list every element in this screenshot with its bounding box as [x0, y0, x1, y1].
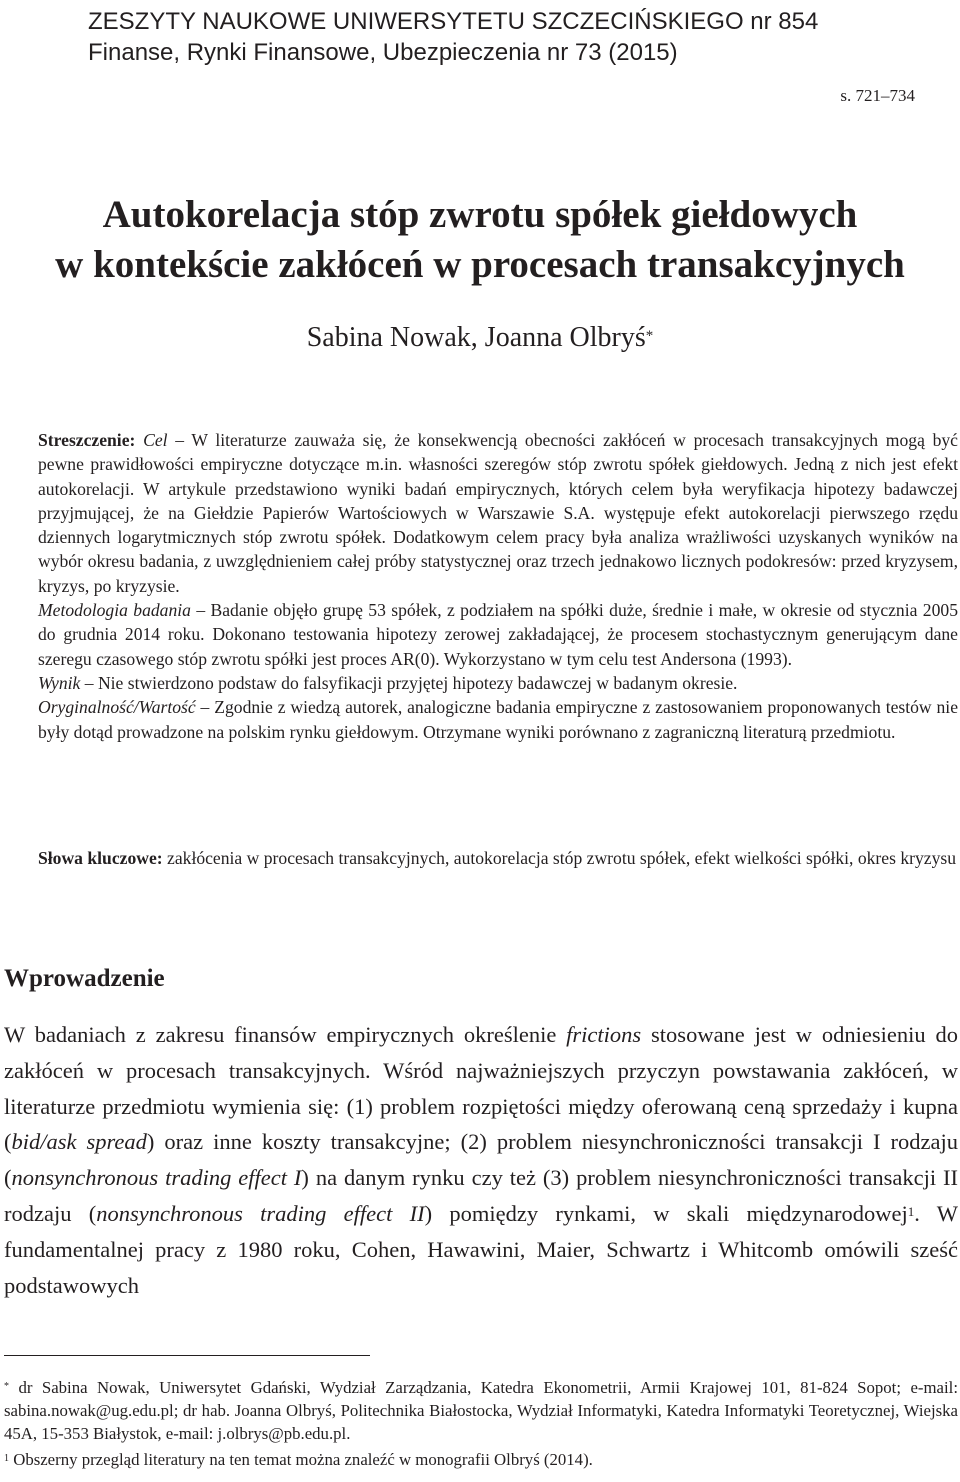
- footnote-marker-asterisk: *: [4, 1381, 9, 1392]
- footnote-marker-1: 1: [4, 1453, 9, 1464]
- result-label: Wynik –: [38, 672, 94, 693]
- result-text: Nie stwierdzono podstaw do falsyfikacji przyjętej hipotezy badawczej w badanym okresie.: [93, 672, 738, 693]
- journal-header: [88, 6, 908, 68]
- footnote-authors: [4, 1376, 958, 1445]
- keywords-label: Słowa kluczowe:: [38, 848, 163, 868]
- author-footnote-marker: *: [645, 328, 654, 344]
- abstract-paragraph-purpose: [38, 428, 958, 598]
- footnote-reference-1: 1: [907, 1203, 915, 1219]
- abstract-paragraph-originality: [38, 695, 958, 744]
- journal-issue-title: Finanse, Rynki Finansowe, Ubezpieczenia nr 73 (2015): [88, 39, 678, 66]
- article-title: [0, 190, 960, 290]
- purpose-label: Cel –: [143, 430, 185, 450]
- footnotes: [4, 1376, 958, 1471]
- footnote-separator: [4, 1355, 370, 1356]
- purpose-text: W literaturze zauważa się, że konsekwencją obecności zakłóceń w procesach transakcyjnych mogą być pewne prawidłowości empiryczne dotyczące m.in. własności szeregów stóp zwrotu spółek giełdowych. Jedną z nich jest efekt autokorelacji. W artykule przedstawiono wyniki badań empirycznych, których celem była weryfikacja hipotezy badawczej przyjmującej, że na Giełdzie Papierów Wartościowych w Warszawie S.A. występuje efekt autokorelacji pierwszego rzędu dziennych logarytmicznych stóp zwrotu spółek. Dodatkowym celem pracy była analiza wrażliwości uzyskanych wyników na wybór okresu badania, z uwzględnieniem całej próby statystycznej oraz trzech jednakowo licznych podokresów: przed kryzysem, kryzys, po kryzysie.: [38, 430, 958, 596]
- intro-text-4: ) na danym rynku czy też (3) problem niesynchroniczności transakcji II rodzaju (: [4, 1165, 958, 1226]
- footnote-1: [4, 1448, 958, 1471]
- abstract: [38, 428, 958, 744]
- intro-term-bid-ask-spread: bid/ask spread: [11, 1129, 147, 1155]
- methodology-label: Metodologia badania –: [38, 600, 206, 621]
- introduction-paragraph: [4, 1017, 958, 1303]
- originality-text: Zgodnie z wiedzą autorek, analogiczne badania empiryczne z zastosowaniem proponowanych testów nie były dotąd prowadzone na polskim rynku giełdowym. Otrzymane wyniki porównano z zagraniczną literaturą przedmiotu.: [38, 697, 958, 742]
- abstract-label: Streszczenie:: [38, 430, 136, 450]
- article-title-line-2: w kontekście zakłóceń w procesach transakcyjnych: [55, 243, 905, 286]
- methodology-text: Badanie objęło grupę 53 spółek, z podziałem na spółki duże, średnie i małe, w okresie od stycznia 2005 do grudnia 2014 roku. Dokonano testowania hipotezy zerowej zakładającej, że procesem stochastycznym generującym dane szeregu czasowego stóp zwrotu spółki jest proces AR(0). Wykorzystano w tym celu test Andersona (1993).: [38, 600, 958, 669]
- originality-label: Oryginalność/Wartość –: [38, 697, 210, 718]
- keywords: [38, 846, 958, 871]
- keywords-text: zakłócenia w procesach transakcyjnych, autokorelacja stóp zwrotu spółek, efekt wielkości spółki, okres kryzysu: [162, 848, 957, 868]
- intro-term-nonsync-1: nonsynchronous trading effect I: [11, 1165, 302, 1191]
- abstract-paragraph-result: [38, 671, 958, 695]
- abstract-paragraph-methodology: [38, 598, 958, 671]
- section-heading-introduction: Wprowadzenie: [4, 965, 165, 992]
- footnote-1-text: Obszerny przegląd literatury na ten temat można znaleźć w monografii Olbryś (2014).: [9, 1450, 593, 1469]
- authors: [0, 320, 960, 356]
- page-range: s. 721–734: [840, 86, 915, 105]
- intro-text-1: W badaniach z zakresu finansów empirycznych określenie: [4, 1022, 567, 1047]
- author-names: Sabina Nowak, Joanna Olbryś: [306, 322, 646, 353]
- footnote-authors-text: dr Sabina Nowak, Uniwersytet Gdański, Wydział Zarządzania, Katedra Ekonometrii, Armii Krajowej 101, 81-824 Sopot; e-mail: sabina.nowak@ug.edu.pl; dr hab. Joanna Olbryś, Politechnika Białostocka, Wydział Informatyki, Katedra Informatyki Teoretycznej, Wiejska 45A, 15-353 Białystok, e-mail: j.olbrys@pb.edu.pl.: [4, 1378, 958, 1443]
- intro-term-nonsync-2: nonsynchronous trading effect II: [96, 1200, 425, 1226]
- intro-term-frictions: frictions: [566, 1022, 642, 1047]
- intro-text-6: . W fundamentalnej pracy z 1980 roku, Cohen, Hawawini, Maier, Schwartz i Whitcomb omówili sześć podstawowych: [4, 1200, 958, 1298]
- intro-text-3: ) oraz inne koszty transakcyjne; (2) problem niesynchroniczności transakcji I rodzaju (: [4, 1129, 958, 1191]
- article-title-line-1: Autokorelacja stóp zwrotu spółek giełdowych: [102, 193, 858, 236]
- intro-text-5: ) pomiędzy rynkami, w skali międzynarodowej: [424, 1200, 908, 1226]
- journal-series-title: ZESZYTY NAUKOWE UNIWERSYTETU SZCZECIŃSKIEGO nr 854: [88, 8, 819, 35]
- intro-text-2: stosowane jest w odniesieniu do zakłóceń w procesach transakcyjnych. Wśród najważniejszych przyczyn powstawania zakłóceń, w literaturze przedmiotu wymienia się: (1) problem rozpiętości między oferowaną ceną sprzedaży i kupna (: [4, 1022, 958, 1155]
